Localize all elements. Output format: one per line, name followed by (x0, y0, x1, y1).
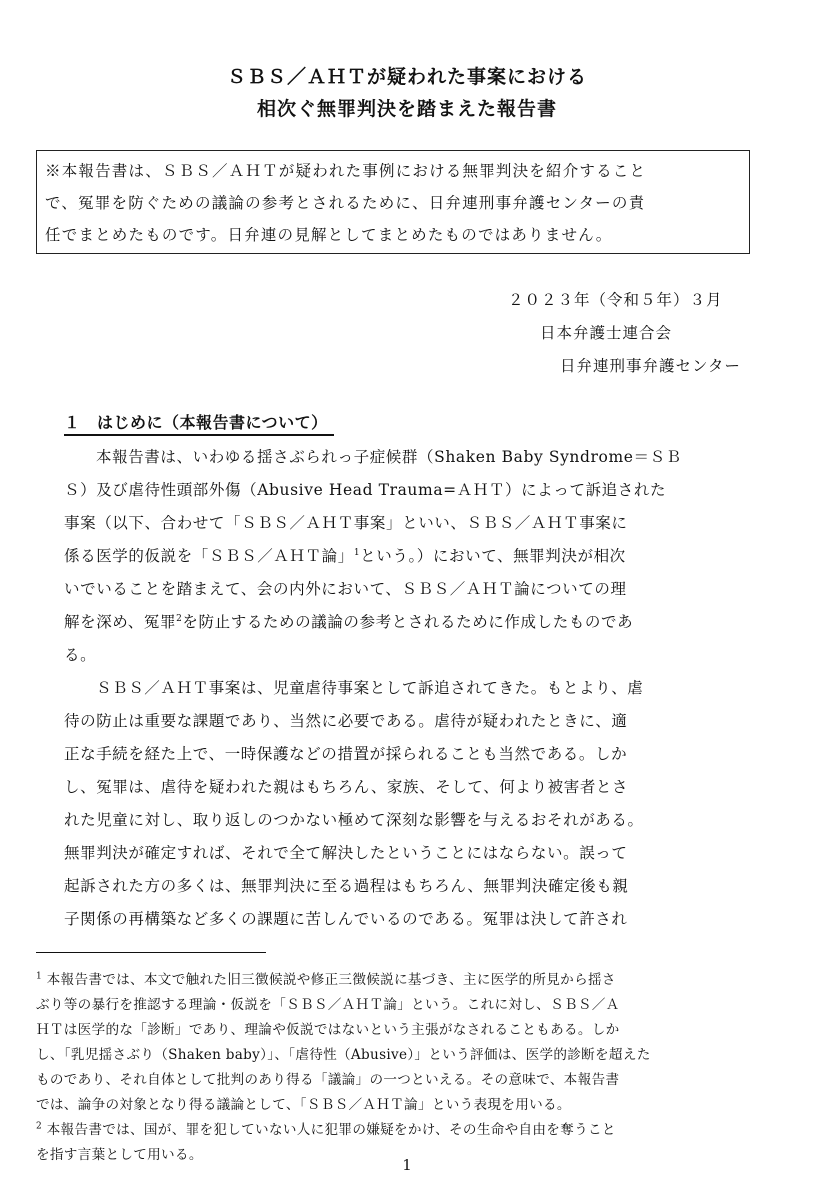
footnote-line: ぶり等の暴行を推認する理論・仮説を「ＳＢＳ／ＡＨＴ論」という。これに対し、ＳＢＳ／Ａ (36, 997, 620, 1013)
disclaimer-line: ※本報告書は、ＳＢＳ／ＡＨＴが疑われた事例における無罪判決を紹介すること (45, 162, 647, 180)
text-run: という。）において、無罪判決が相次 (360, 547, 626, 565)
text-line: 事案（以下、合わせて「ＳＢＳ／ＡＨＴ事案」といい、ＳＢＳ／ＡＨＴ事案に (64, 514, 628, 532)
text-line: 無罪判決が確定すれば、それで全て解決したということにはならない。誤って (64, 844, 628, 862)
footnote-line (36, 1118, 756, 1138)
text-line: いでいることを踏まえて、会の内外において、ＳＢＳ／ＡＨＴ論についての理 (64, 580, 627, 598)
footnote-mark: 2 (36, 1121, 43, 1132)
footnote-mark: 1 (36, 971, 43, 982)
footnote-line: ＨＴは医学的な「診断」であり、理論や仮説ではないという主張がなされることもある。しか (36, 1022, 620, 1038)
text-run: 本報告書では、国が、罪を犯していない人に犯罪の嫌疑をかけ、その生命や自由を奪うこと (46, 1122, 616, 1138)
report-title-line2: 相次ぐ無罪判決を踏まえた報告書 (256, 98, 557, 120)
footnote-line (36, 968, 756, 988)
footnote-separator (36, 952, 266, 953)
section-heading: １ はじめに（本報告書について） (64, 410, 334, 436)
text-run: 係る医学的仮説を「ＳＢＳ／ＡＨＴ論」 (64, 547, 354, 565)
text-line: 本報告書は、いわゆる揺さぶられっ子症候群（Shaken Baby Syndrome＝ＳＢ (96, 448, 682, 466)
report-title-line1: ＳＢＳ／ＡＨＴが疑われた事案における (226, 66, 587, 88)
footnote-line: を指す言葉として用いる。 (36, 1147, 203, 1163)
text-line (64, 610, 754, 632)
footnote-ref-2: 2 (176, 613, 183, 624)
center-name: 日弁連刑事弁護センター (560, 357, 741, 375)
issue-date: ２０２３年（令和５年）３月 (508, 291, 723, 309)
text-line: ＳＢＳ／ＡＨＴ事案は、児童虐待事案として訴追されてきた。もとより、虐 (96, 679, 644, 697)
text-line: 子関係の再構築など多くの課題に苦しんでいるのである。冤罪は決して許され (64, 910, 628, 928)
organization-name: 日本弁護士連合会 (540, 324, 673, 342)
text-line: 起訴された方の多くは、無罪判決に至る過程はもちろん、無罪判決確定後も親 (64, 877, 629, 895)
disclaimer-box (36, 150, 750, 254)
disclaimer-line: で、冤罪を防ぐための議論の参考とされるために、日弁連刑事弁護センターの責 (45, 194, 646, 212)
text-line: 正な手続を経た上で、一時保護などの措置が採られることも当然である。しか (64, 745, 628, 763)
text-line: し、冤罪は、虐待を疑われた親はもちろん、家族、そして、何より被害者とさ (64, 778, 629, 796)
footnote-line: では、論争の対象となり得る議論として、「ＳＢＳ／ＡＨＴ論」という表現を用いる。 (36, 1097, 571, 1113)
text-line: る。 (64, 646, 97, 664)
text-line: 待の防止は重要な課題であり、当然に必要である。虐待が疑われたときに、適 (64, 712, 628, 730)
footnote-ref-1: 1 (353, 547, 361, 558)
footnote-line: ものであり、それ自体として批判のあり得る「議論」の一つといえる。その意味で、本報告書 (36, 1072, 620, 1088)
text-run: を防止するための議論の参考とされるために作成したものであ (182, 613, 634, 631)
footnote-line: し、「乳児揺さぶり（Shaken baby）」、「虐待性（Abusive）」という評価は、医学的診断を超えた (36, 1047, 651, 1063)
page-number: 1 (402, 1156, 412, 1174)
text-line: Ｓ）及び虐待性頭部外傷（Abusive Head Trauma=ＡＨＴ）によって訴追された (64, 481, 667, 499)
text-line: れた児童に対し、取り返しのつかない極めて深刻な影響を与えるおそれがある。 (64, 811, 644, 829)
text-run: 本報告書では、本文で触れた旧三徴候説や修正三徴候説に基づき、主に医学的所見から揺さ (46, 972, 616, 988)
text-line (64, 544, 754, 566)
disclaimer-line: 任でまとめたものです。日弁連の見解としてまとめたものではありません。 (45, 226, 613, 244)
text-run: 解を深め、冤罪 (64, 613, 177, 631)
